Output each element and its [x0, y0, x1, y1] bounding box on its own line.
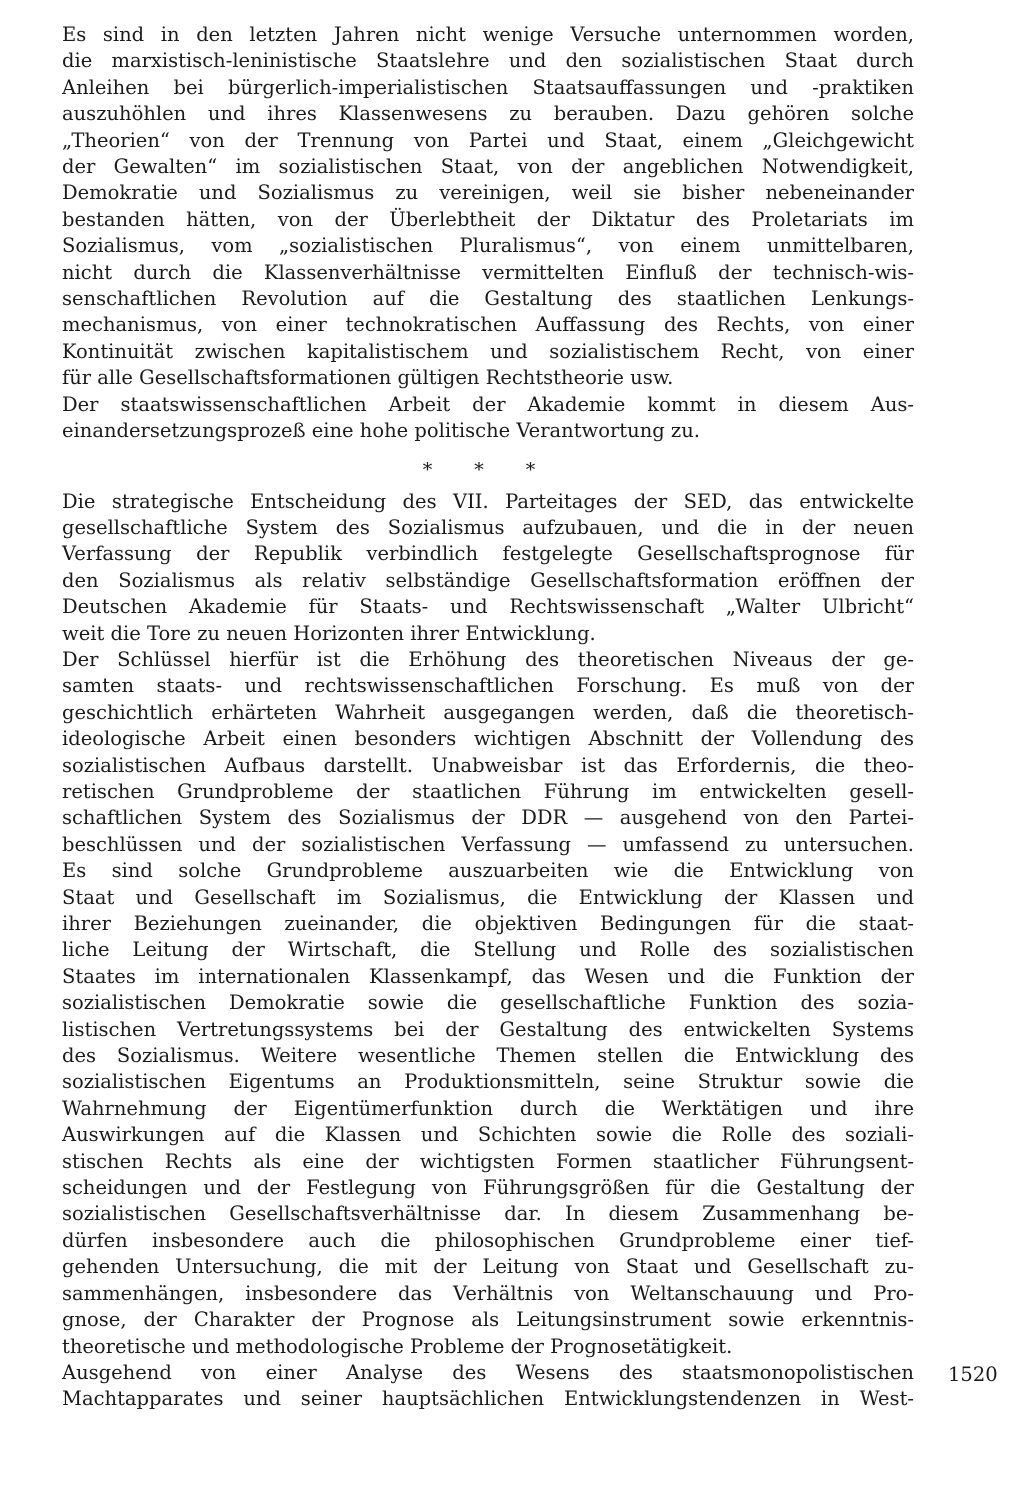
text-line: stischen Rechts als eine der wichtigsten Formen staatlicher Führungsent- — [62, 1149, 914, 1173]
text-line: Kontinuität zwischen kapitalistischem und sozialistischem Recht, von einer — [62, 339, 914, 363]
text-block-after-separator — [62, 489, 914, 1413]
text-line: schaftlichen System des Sozialismus der DDR — ausgehend von den Partei- — [62, 806, 914, 830]
text-line: listischen Vertretungssystems bei der Gestaltung des entwickelten Systems — [62, 1017, 914, 1041]
text-line: sozialistischen Eigentums an Produktionsmitteln, seine Struktur sowie die — [62, 1070, 914, 1094]
paragraph — [62, 22, 914, 392]
text-line: sozialistischen Demokratie sowie die gesellschaftliche Funktion des sozia- — [62, 991, 914, 1015]
text-line: ihrer Beziehungen zueinander, die objektiven Bedingungen für die staat- — [62, 912, 914, 935]
document-page — [62, 22, 914, 1413]
text-line: ideologische Arbeit einen besonders wichtigen Abschnitt der Vollendung des — [62, 727, 914, 751]
text-block-before-separator — [62, 22, 914, 445]
text-line: beschlüssen und der sozialistischen Verfassung — umfassend zu untersuchen. — [62, 832, 914, 856]
text-line: geschichtlich erhärteten Wahrheit ausgegangen werden, daß die theoretisch- — [62, 700, 914, 724]
text-line: Der Schlüssel hierfür ist die Erhöhung des theoretischen Niveaus der ge- — [62, 647, 914, 671]
text-line: einandersetzungsprozeß eine hohe politische Verantwortung zu. — [62, 419, 700, 443]
text-line: „Theorien“ von der Trennung von Partei und Staat, einem „Gleichgewicht — [62, 128, 914, 152]
text-line: mechanismus, von einer technokratischen Auffassung des Rechts, von einer — [62, 313, 914, 337]
text-line: retischen Grundprobleme der staatlichen Führung im entwickelten gesell- — [62, 779, 914, 803]
text-line: für alle Gesellschaftsformationen gültigen Rechtstheorie usw. — [62, 366, 674, 390]
text-line: bestanden hätten, von der Überlebtheit der Diktatur des Proletariats im — [62, 207, 914, 231]
text-line: nicht durch die Klassenverhältnisse vermittelten Einfluß der technisch-wis- — [62, 260, 914, 284]
text-line: theoretische und methodologische Probleme der Prognosetätigkeit. — [62, 1334, 733, 1358]
text-line: Machtapparates und seiner hauptsächlichen Entwicklungstendenzen in West- — [62, 1387, 914, 1411]
text-line: Es sind in den letzten Jahren nicht wenige Versuche unternommen worden, — [62, 23, 914, 46]
text-line: senschaftlichen Revolution auf die Gestaltung des staatlichen Lenkungs- — [62, 287, 914, 311]
paragraph — [62, 1360, 914, 1413]
paragraph — [62, 489, 914, 647]
text-line: Der staatswissenschaftlichen Arbeit der Akademie kommt in diesem Aus- — [62, 392, 914, 416]
text-line: liche Leitung der Wirtschaft, die Stellung und Rolle des sozialistischen — [62, 938, 914, 962]
text-line: den Sozialismus als relativ selbständige Gesellschaftsformation eröffnen der — [62, 568, 914, 592]
text-line: Anleihen bei bürgerlich-imperialistischen Staatsauffassungen und -praktiken — [62, 75, 914, 99]
text-line: sammenhängen, insbesondere das Verhältnis von Weltanschauung und Pro- — [62, 1281, 914, 1305]
page-number: 1520 — [948, 1363, 998, 1386]
text-line: Deutschen Akademie für Staats- und Rechtswissenschaft „Walter Ulbricht“ — [62, 595, 914, 619]
text-line: die marxistisch-leninistische Staatslehre und den sozialistischen Staat durch — [62, 49, 914, 73]
text-line: Ausgehend von einer Analyse des Wesens des staatsmonopolistischen — [62, 1360, 914, 1384]
text-line: Demokratie und Sozialismus zu vereinigen, weil sie bisher nebeneinander — [62, 181, 914, 205]
text-line: scheidungen und der Festlegung von Führungsgrößen für die Gestaltung der — [62, 1176, 914, 1200]
paragraph — [62, 392, 914, 445]
text-line: auszuhöhlen und ihres Klassenwesens zu berauben. Dazu gehören solche — [62, 102, 914, 126]
text-line: Die strategische Entscheidung des VII. Parteitages der SED, das entwickelte — [62, 489, 914, 513]
text-line: der Gewalten“ im sozialistischen Staat, von der angeblichen Notwendigkeit, — [62, 155, 914, 179]
text-line: sozialistischen Gesellschaftsverhältnisse dar. In diesem Zusammenhang be- — [62, 1202, 914, 1226]
text-line: samten staats- und rechtswissenschaftlichen Forschung. Es muß von der — [62, 674, 914, 698]
text-line: gnose, der Charakter der Prognose als Leitungsinstrument sowie erkenntnis- — [62, 1308, 914, 1332]
text-line: des Sozialismus. Weitere wesentliche Themen stellen die Entwicklung des — [62, 1044, 914, 1068]
text-line: Verfassung der Republik verbindlich festgelegte Gesellschaftsprognose für — [62, 542, 914, 566]
text-line: weit die Tore zu neuen Horizonten ihrer Entwicklung. — [62, 621, 596, 645]
text-line: Wahrnehmung der Eigentümerfunktion durch die Werktätigen und ihre — [62, 1096, 914, 1120]
text-line: dürfen insbesondere auch die philosophischen Grundprobleme einer tief- — [62, 1228, 914, 1252]
text-line: Auswirkungen auf die Klassen und Schichten sowie die Rolle des soziali- — [62, 1123, 914, 1147]
text-line: gehenden Untersuchung, die mit der Leitung von Staat und Gesellschaft zu- — [62, 1255, 914, 1279]
text-line: Es sind solche Grundprobleme auszuarbeiten wie die Entwicklung von — [62, 859, 914, 883]
text-line: Staates im internationalen Klassenkampf, das Wesen und die Funktion der — [62, 964, 914, 988]
section-separator: * * * — [422, 458, 554, 481]
text-line: Staat und Gesellschaft im Sozialismus, die Entwicklung der Klassen und — [62, 885, 914, 909]
text-line: Sozialismus, vom „sozialistischen Pluralismus“, von einem unmittelbaren, — [62, 234, 914, 258]
text-line: sozialistischen Aufbaus darstellt. Unabweisbar ist das Erfordernis, die theo- — [62, 753, 914, 777]
text-line: gesellschaftliche System des Sozialismus aufzubauen, und die in der neuen — [62, 515, 914, 539]
paragraph — [62, 647, 914, 1360]
